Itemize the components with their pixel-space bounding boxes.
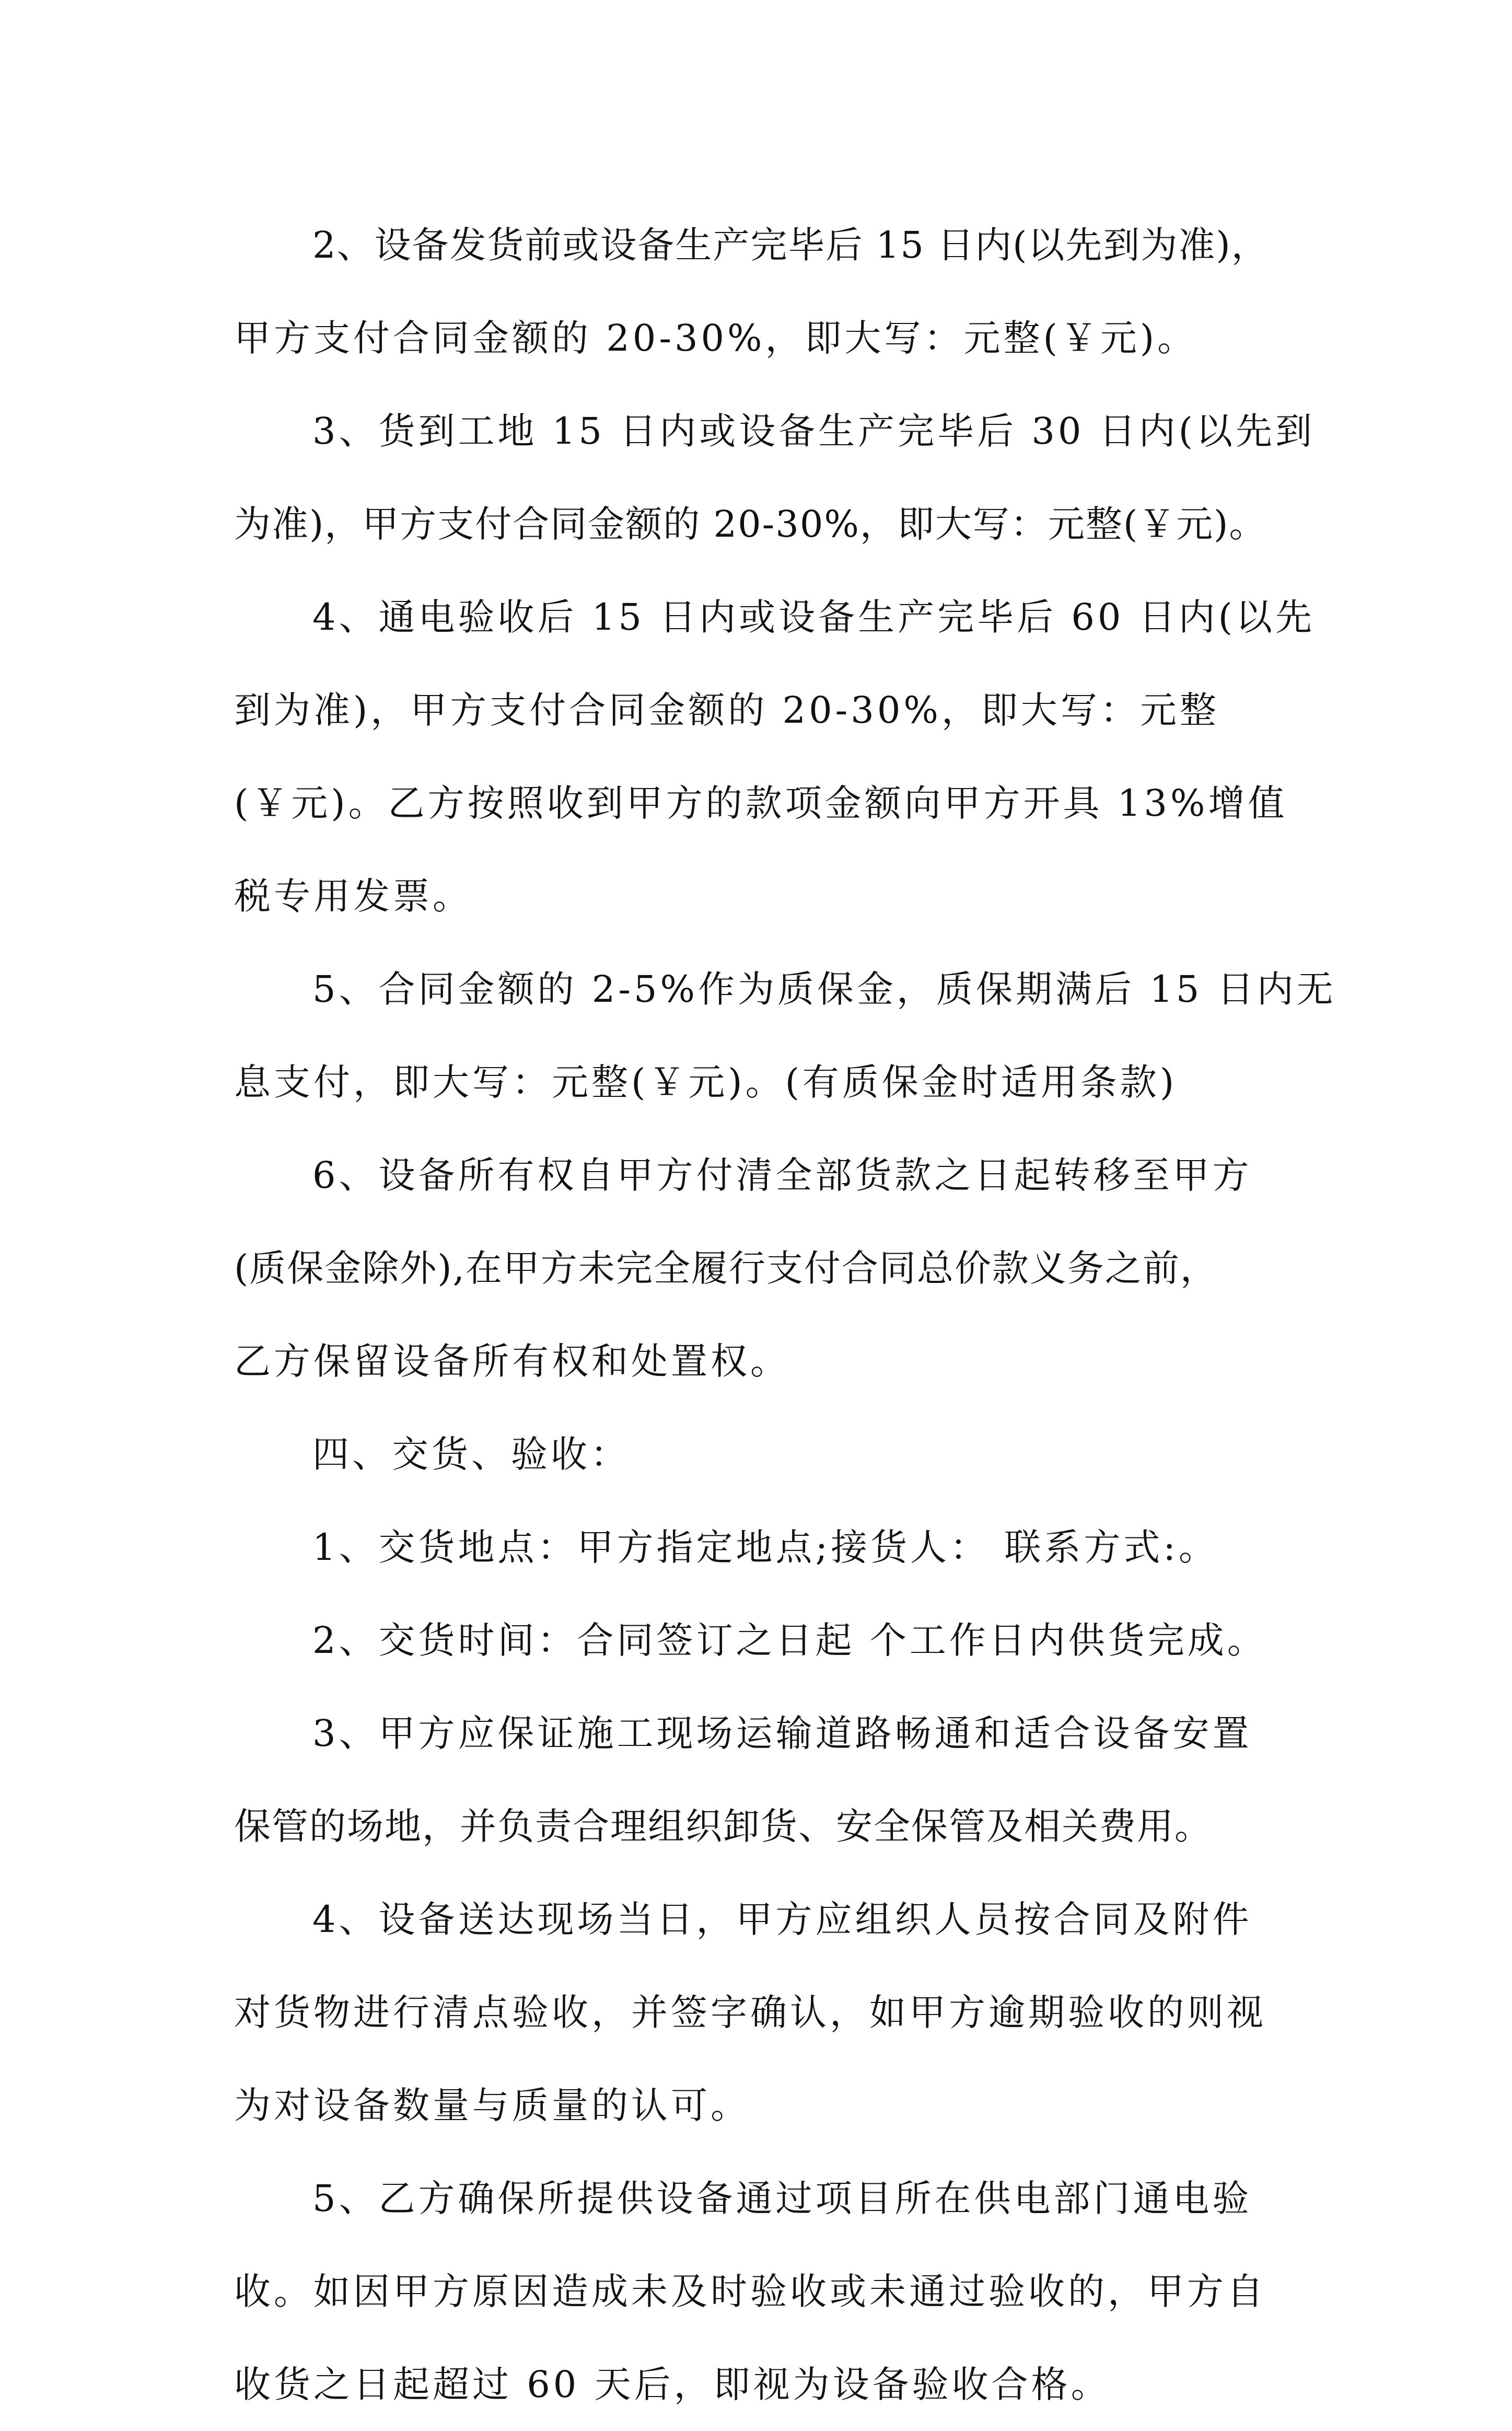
text-line: 2、设备发货前或设备生产完毕后 15 日内(以先到为准)，: [312, 224, 1269, 267]
text-line: 1、交货地点：甲方指定地点;接货人： 联系方式:。: [312, 1526, 1218, 1569]
text-line: 5、乙方确保所提供设备通过项目所在供电部门通电验: [312, 2177, 1252, 2220]
text-line: 息支付，即大写：元整(￥元)。(有质保金时适用条款): [234, 1061, 1178, 1104]
text-line: 为对设备数量与质量的认可。: [234, 2084, 750, 2127]
text-line: 保管的场地，并负责合理组织卸货、安全保管及相关费用。: [234, 1805, 1212, 1848]
text-line: 税专用发票。: [234, 875, 472, 918]
text-line: 对货物进行清点验收，并签字确认，如甲方逾期验收的则视: [234, 1991, 1266, 2034]
text-line: (质保金除外),在甲方未完全履行支付合同总价款义务之前，: [234, 1247, 1218, 1290]
text-line: (￥元)。乙方按照收到甲方的款项金额向甲方开具 13%增值: [234, 782, 1288, 825]
text-line: 5、合同金额的 2-5%作为质保金，质保期满后 15 日内无: [312, 968, 1336, 1011]
section-heading: 四、交货、验收：: [312, 1433, 630, 1476]
text-line: 甲方支付合同金额的 20-30%，即大写：元整(￥元)。: [234, 317, 1197, 360]
document-body: [234, 199, 1336, 2431]
text-line: 收。如因甲方原因造成未及时验收或未通过验收的，甲方自: [234, 2270, 1266, 2313]
text-line: 为准)，甲方支付合同金额的 20-30%，即大写：元整(￥元)。: [234, 503, 1267, 546]
text-line: 到为准)，甲方支付合同金额的 20-30%，即大写：元整: [234, 689, 1219, 732]
text-line: 乙方保留设备所有权和处置权。: [234, 1340, 790, 1383]
text-line: 6、设备所有权自甲方付清全部货款之日起转移至甲方: [312, 1154, 1252, 1197]
text-line: 3、货到工地 15 日内或设备生产完毕后 30 日内(以先到: [312, 410, 1315, 453]
text-line: 4、设备送达现场当日，甲方应组织人员按合同及附件: [312, 1898, 1252, 1941]
text-line: 4、通电验收后 15 日内或设备生产完毕后 60 日内(以先: [312, 596, 1315, 639]
text-line: 2、交货时间：合同签订之日起 个工作日内供货完成。: [312, 1619, 1267, 1662]
text-line: 3、甲方应保证施工现场运输道路畅通和适合设备安置: [312, 1712, 1252, 1755]
text-line: 收货之日起超过 60 天后，即视为设备验收合格。: [234, 2363, 1111, 2406]
